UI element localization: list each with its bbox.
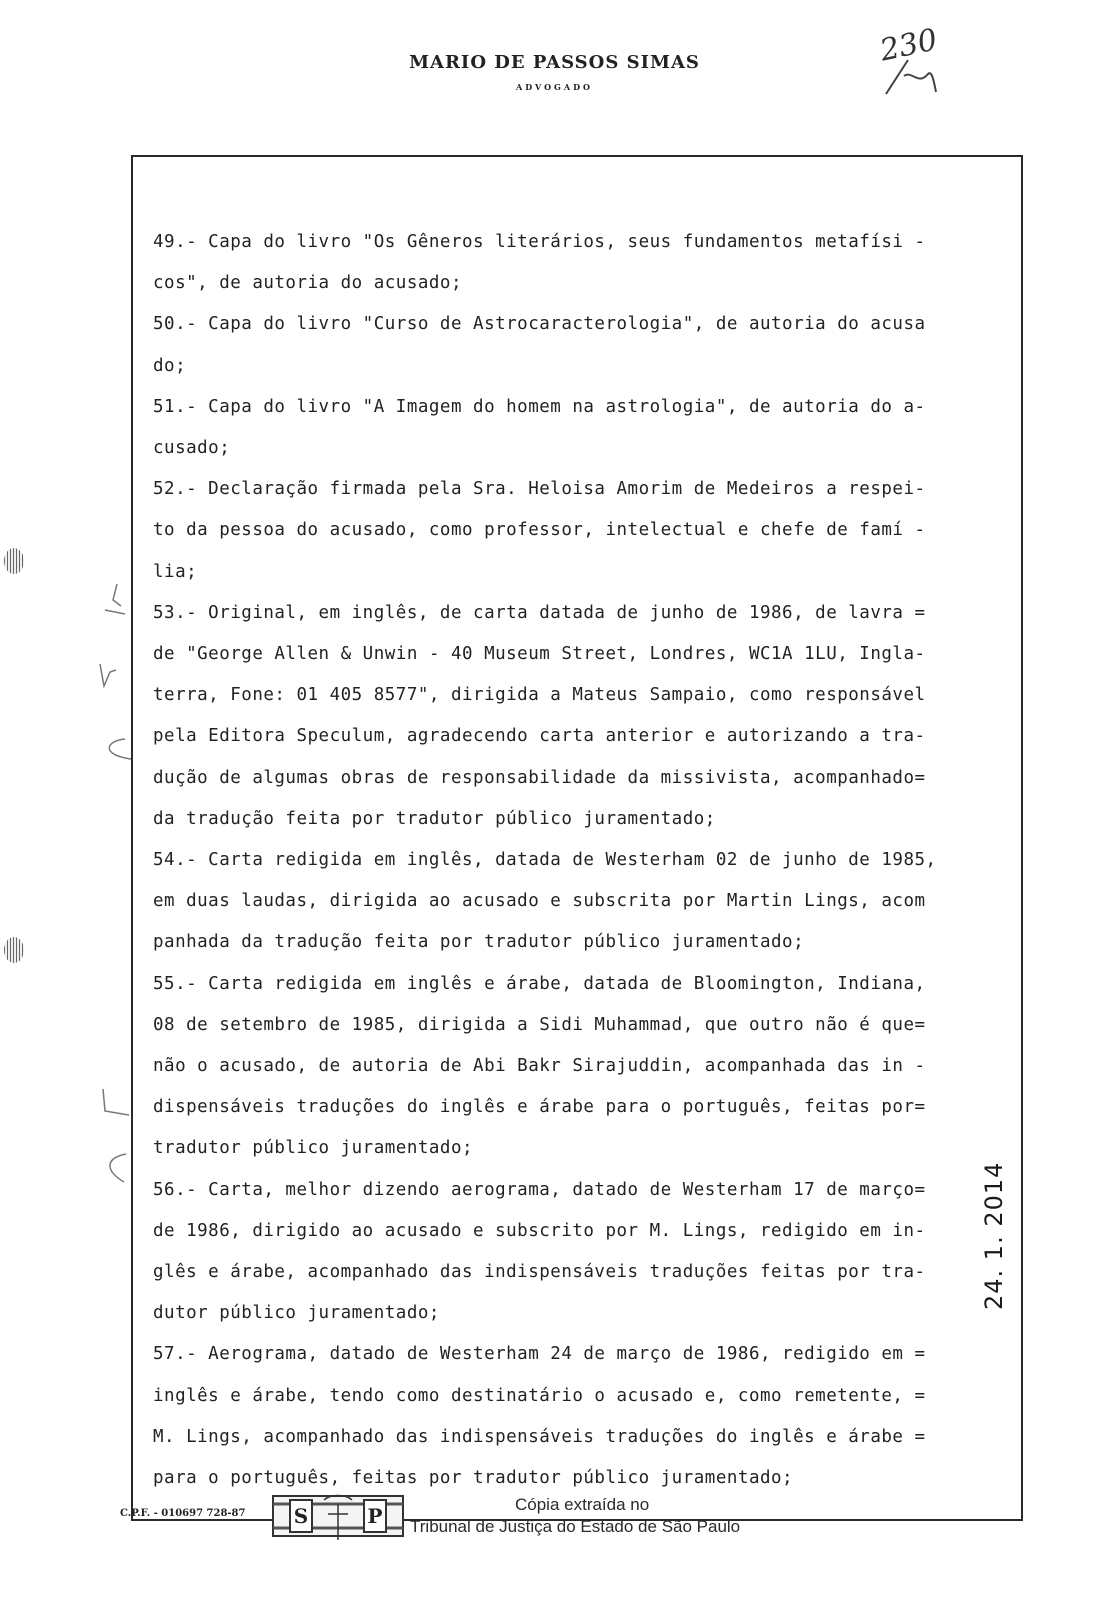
folio-number: 230 [876,22,941,69]
text-line: em duas laudas, dirigida ao acusado e subscrita por Martin Lings, acom [153,891,926,912]
text-line: pela Editora Speculum, agradecendo carta anterior e autorizando a tra- [153,726,926,747]
margin-mark [92,660,122,690]
court-seal-logo [272,1490,404,1542]
text-line: 51.- Capa do livro "A Imagem do homem na astrologia", de autoria do a- [153,396,926,417]
text-line: lia; [153,561,198,582]
text-line: dutor público juramentado; [153,1303,440,1324]
text-line: 57.- Aerograma, datado de Westerham 24 de março de 1986, redigido em = [153,1344,926,1365]
seal-letter-right: P [367,1504,383,1528]
certification-stamp [410,1494,740,1538]
text-line: dução de algumas obras de responsabilidade da missivista, acompanhado= [153,767,926,788]
text-line: 56.- Carta, melhor dizendo aerograma, datado de Westerham 17 de março= [153,1179,926,1200]
cpf-number: C.P.F. - 010697 728-87 [120,1508,246,1519]
certification-line1: Cópia extraída no [515,1495,650,1514]
punch-hole-top [4,548,24,574]
text-line: 52.- Declaração firmada pela Sra. Heloisa Amorim de Medeiros a respei- [153,479,926,500]
text-line: 55.- Carta redigida em inglês e árabe, datada de Bloomington, Indiana, [153,973,926,994]
text-line: terra, Fone: 01 405 8577", dirigida a Mateus Sampaio, como responsável [153,685,926,706]
list-item [153,304,1013,386]
text-line: de "George Allen & Unwin - 40 Museum Street, Londres, WC1A 1LU, Ingla- [153,644,926,665]
text-line: glês e árabe, acompanhado das indispensáveis traduções feitas por tra- [153,1262,926,1283]
text-line: M. Lings, acompanhado das indispensáveis traduções do inglês e árabe = [153,1426,926,1447]
list-item [153,387,1013,469]
list-item [153,593,1013,840]
folio-initials-mark [878,56,938,96]
margin-mark [95,580,131,620]
text-line: 49.- Capa do livro "Os Gêneros literários, seus fundamentos metafísi - [153,232,926,252]
list-item [153,469,1013,593]
text-line: panhada da tradução feita por tradutor público juramentado; [153,932,805,953]
text-line: não o acusado, de autoria de Abi Bakr Sirajuddin, acompanhada das in - [153,1056,926,1077]
letterhead-title: ADVOGADO [516,82,593,92]
text-line: cos", de autoria do acusado; [153,273,463,294]
list-item [153,964,1013,1170]
list-item [153,1170,1013,1335]
text-line: tradutor público juramentado; [153,1138,474,1159]
text-line: inglês e árabe, tendo como destinatário o acusado e, como remetente, = [153,1385,926,1406]
text-line: 54.- Carta redigida em inglês, datada de Westerham 02 de junho de 1985, [153,850,937,871]
list-item [153,222,1013,304]
margin-mark [98,1150,134,1186]
punch-hole-bottom [4,937,24,963]
list-item [153,840,1013,964]
text-line: para o português, feitas por tradutor público juramentado; [153,1468,794,1489]
text-line: dispensáveis traduções do inglês e árabe para o português, feitas por= [153,1097,926,1118]
certification-line2: Tribunal de Justiça do Estado de São Paulo [410,1517,741,1536]
date-stamp: 24. 1. 2014 [980,1161,1008,1310]
text-line: cusado; [153,438,231,459]
text-line: de 1986, dirigido ao acusado e subscrito por M. Lings, redigido em in- [153,1220,926,1241]
text-line: do; [153,355,187,376]
text-line: 50.- Capa do livro "Curso de Astrocaracterologia", de autoria do acusa [153,314,926,335]
seal-letter-left: S [293,1504,309,1528]
text-line: 53.- Original, em inglês, de carta datada de junho de 1986, de lavra = [153,602,926,623]
text-line: da tradução feita por tradutor público juramentado; [153,808,716,829]
document-body [153,222,1013,1499]
letterhead-name: MARIO DE PASSOS SIMAS [409,52,700,73]
list-item [153,1334,1013,1499]
margin-mark [95,735,135,765]
text-line: 08 de setembro de 1985, dirigida a Sidi Muhammad, que outro não é que= [153,1014,926,1035]
text-line: to da pessoa do acusado, como professor, intelectual e chefe de famí - [153,520,926,541]
margin-mark [95,1085,135,1125]
